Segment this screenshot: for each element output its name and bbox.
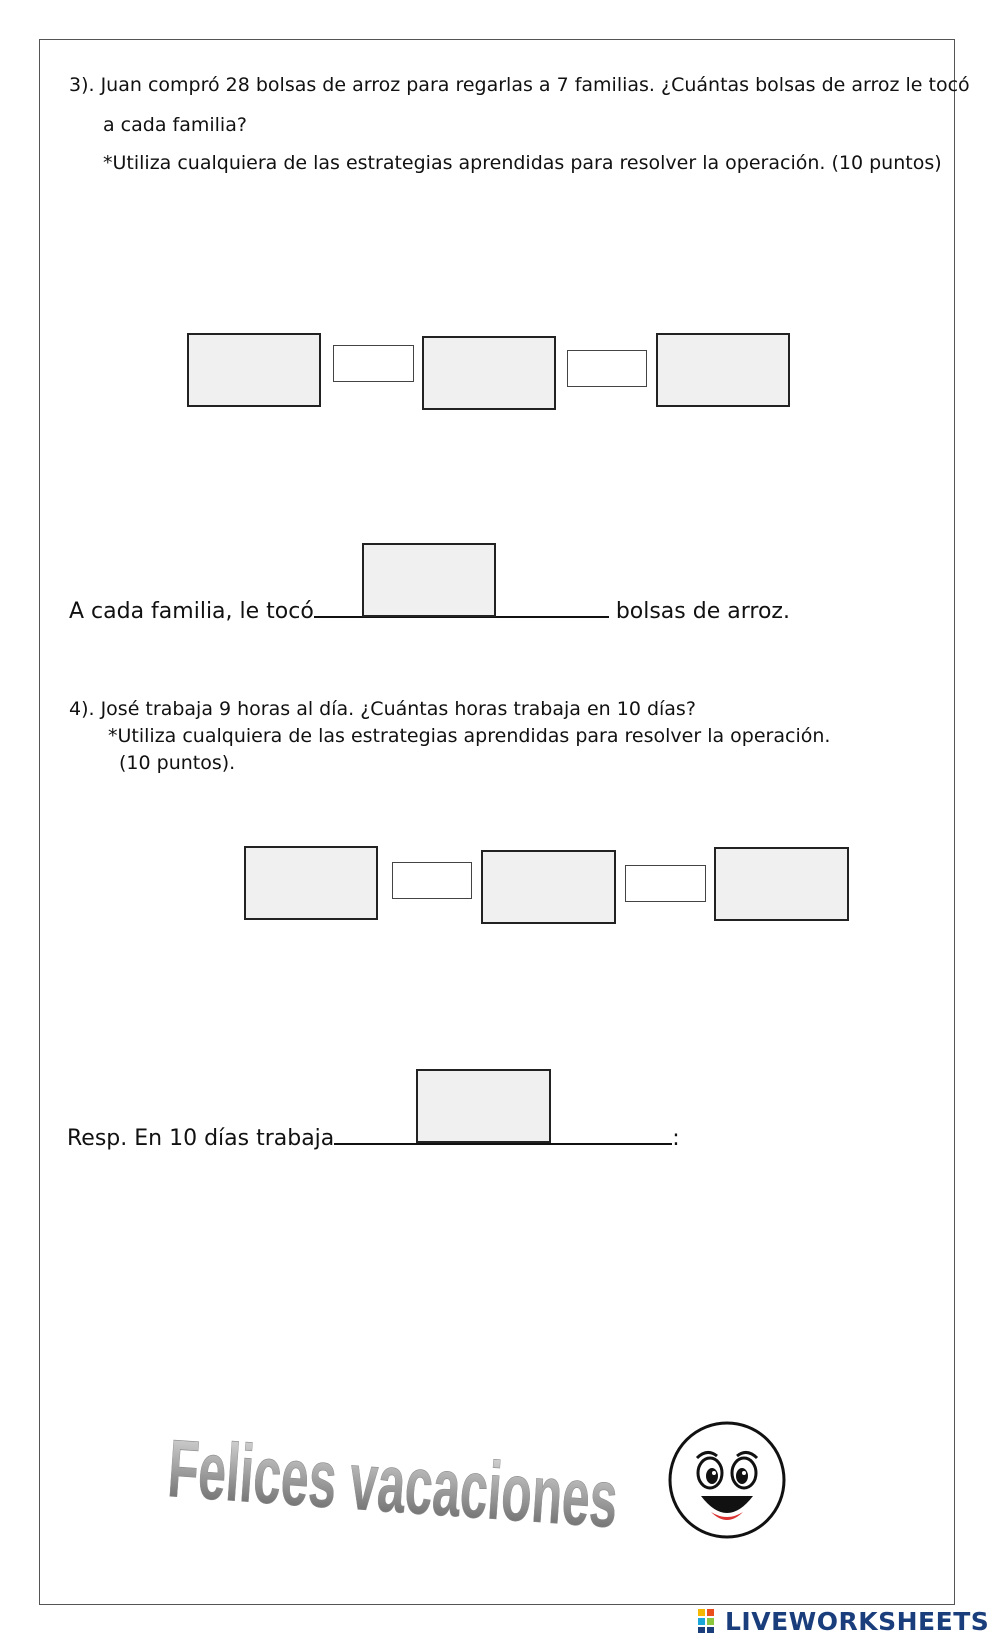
q4-answer-blank: [334, 1143, 672, 1145]
smiley-face-icon: [665, 1418, 789, 1542]
q3-operator-box-1[interactable]: [333, 345, 414, 382]
q4-points: (10 puntos).: [119, 752, 236, 774]
q4-answer-line: [67, 1126, 680, 1151]
q3-operand-box-2[interactable]: [422, 336, 556, 410]
q3-line2: a cada familia?: [103, 114, 247, 136]
q3-answer-box[interactable]: [362, 543, 496, 617]
q4-result-box[interactable]: [714, 847, 849, 921]
q3-operand-box-1[interactable]: [187, 333, 321, 407]
felices-vacaciones-wordart: [162, 1422, 877, 1563]
q4-instruction: *Utiliza cualquiera de las estrategias aprendidas para resolver la operación.: [108, 725, 831, 747]
footer-brand-text: LIVEWORKSHEETS: [725, 1606, 990, 1636]
q3-line1: 3). Juan compró 28 bolsas de arroz para regarlas a 7 familias. ¿Cuántas bolsas de arroz le tocó: [69, 74, 970, 96]
felices-vacaciones-text: Felices vacaciones: [165, 1422, 877, 1563]
q4-operator-box-1[interactable]: [392, 862, 472, 899]
q3-result-box[interactable]: [656, 333, 790, 407]
q3-instruction: *Utiliza cualquiera de las estrategias aprendidas para resolver la operación. (10 puntos): [103, 152, 942, 174]
q4-answer-prefix: Resp. En 10 días trabaja: [67, 1126, 335, 1151]
q4-line1: 4). José trabaja 9 horas al día. ¿Cuántas horas trabaja en 10 días?: [69, 698, 696, 720]
q3-answer-prefix: A cada familia, le tocó: [69, 599, 314, 624]
q3-operator-box-2[interactable]: [567, 350, 647, 387]
liveworksheets-logo-icon: [697, 1608, 725, 1634]
q4-operator-box-2[interactable]: [625, 865, 706, 902]
q3-answer-suffix: bolsas de arroz.: [615, 599, 790, 624]
worksheet-frame: [39, 39, 955, 1605]
q4-answer-suffix: :: [672, 1126, 680, 1151]
footer-brand[interactable]: [697, 1604, 989, 1638]
q4-answer-box[interactable]: [416, 1069, 551, 1143]
q4-operand-box-1[interactable]: [244, 846, 378, 920]
q4-operand-box-2[interactable]: [481, 850, 616, 924]
